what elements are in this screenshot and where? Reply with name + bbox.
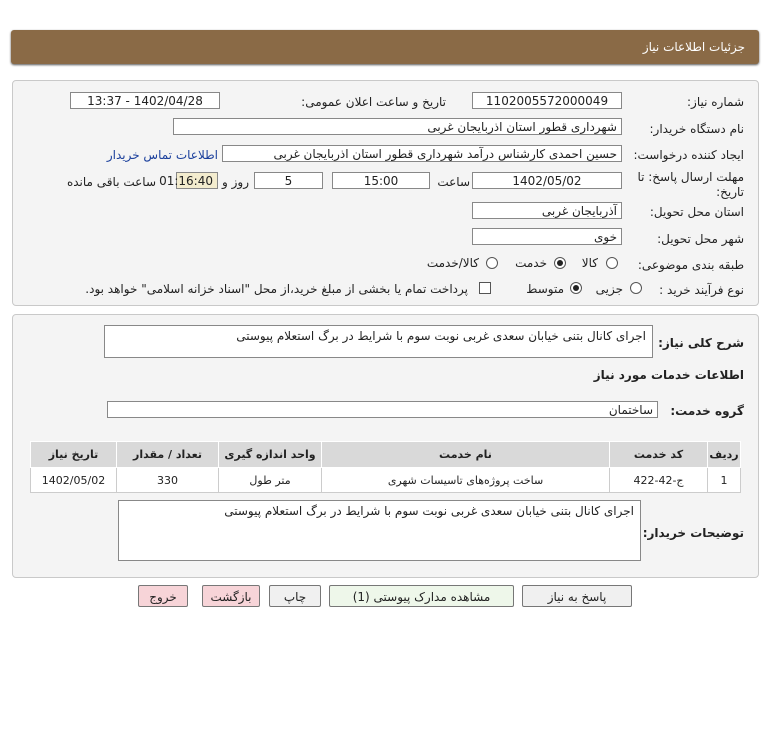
cell-need-date: 1402/05/02: [31, 468, 117, 493]
process-type-label: نوع فرآیند خرید :: [659, 283, 744, 297]
back-button[interactable]: بازگشت: [202, 585, 260, 607]
service-group-label: گروه خدمت:: [670, 404, 744, 418]
days-remaining-field: 5: [254, 172, 323, 189]
deadline-date-field: 1402/05/02: [472, 172, 622, 189]
category-option-goods-service: کالا/خدمت: [426, 256, 479, 270]
deadline-date-label: تاریخ:: [716, 185, 744, 199]
cell-service-name: ساخت پروژه‌های تاسیسات شهری: [322, 468, 610, 493]
col-unit: واحد اندازه گیری: [219, 442, 322, 468]
col-service-name: نام خدمت: [322, 442, 610, 468]
announce-datetime-label: تاریخ و ساعت اعلان عمومی:: [301, 95, 446, 109]
cell-quantity: 330: [117, 468, 219, 493]
table-row: [31, 468, 741, 493]
buyer-notes-label: توضیحات خریدار:: [642, 526, 744, 540]
creator-field: حسین احمدی کارشناس درآمد شهرداری قطور استان اذربایجان غربی: [222, 145, 622, 162]
days-label: روز و: [222, 175, 249, 189]
category-option-goods: کالا: [581, 256, 598, 270]
page-title: جزئیات اطلاعات نیاز: [642, 40, 745, 54]
view-attachments-button[interactable]: مشاهده مدارک پیوستی (1): [329, 585, 514, 607]
summary-field: اجرای کانال بتنی خیابان سعدی غربی نوبت سوم با شرایط در برگ استعلام پیوستی: [104, 325, 653, 358]
process-radio-minor[interactable]: [630, 282, 642, 294]
col-row-number: ردیف: [708, 442, 741, 468]
treasury-payment-note: پرداخت تمام یا بخشی از مبلغ خرید،از محل "اسناد خزانه اسلامی" خواهد بود.: [85, 282, 468, 296]
reply-button[interactable]: پاسخ به نیاز: [522, 585, 632, 607]
buyer-notes-field: اجرای کانال بتنی خیابان سعدی غربی نوبت سوم با شرایط در برگ استعلام پیوستی: [118, 500, 641, 561]
treasury-payment-checkbox[interactable]: [479, 282, 491, 294]
category-option-service: خدمت: [515, 256, 547, 270]
process-radio-medium[interactable]: [570, 282, 582, 294]
cell-service-code: ج-42-422: [610, 468, 708, 493]
cell-row-number: 1: [708, 468, 741, 493]
services-heading: اطلاعات خدمات مورد نیاز: [593, 368, 744, 382]
buyer-contact-link[interactable]: اطلاعات تماس خریدار: [106, 148, 218, 162]
col-service-code: کد خدمت: [610, 442, 708, 468]
page-header: [11, 30, 759, 64]
need-number-label: شماره نیاز:: [687, 95, 744, 109]
province-label: استان محل تحویل:: [649, 205, 744, 219]
need-number-field: 1102005572000049: [472, 92, 622, 109]
remaining-time-label: ساعت باقی مانده: [66, 175, 156, 189]
cell-unit: متر طول: [219, 468, 322, 493]
buyer-org-field: شهرداری قطور استان اذربایجان غربی: [173, 118, 622, 135]
buyer-org-label: نام دستگاه خریدار:: [649, 122, 744, 136]
deadline-time-label: ساعت: [437, 175, 470, 189]
category-radio-goods-service[interactable]: [486, 257, 498, 269]
service-group-field: ساختمان: [107, 401, 658, 418]
deadline-label: مهلت ارسال پاسخ: تا: [637, 170, 744, 184]
table-header-row: [31, 442, 741, 468]
category-radio-service[interactable]: [554, 257, 566, 269]
col-need-date: تاریخ نیاز: [31, 442, 117, 468]
general-info-panel: [12, 80, 759, 306]
deadline-time-field: 15:00: [332, 172, 430, 189]
category-radio-goods[interactable]: [606, 257, 618, 269]
city-field: خوی: [472, 228, 622, 245]
exit-button[interactable]: خروج: [138, 585, 188, 607]
category-label: طبقه بندی موضوعی:: [637, 258, 744, 272]
process-option-minor: جزیی: [595, 282, 623, 296]
creator-label: ایجاد کننده درخواست:: [633, 148, 744, 162]
print-button[interactable]: چاپ: [269, 585, 321, 607]
process-option-medium: متوسط: [526, 282, 564, 296]
services-table: [30, 441, 741, 493]
city-label: شهر محل تحویل:: [657, 232, 744, 246]
province-field: آذربایجان غربی: [472, 202, 622, 219]
summary-label: شرح کلی نیاز:: [658, 336, 744, 350]
col-quantity: تعداد / مقدار: [117, 442, 219, 468]
announce-datetime-field: 1402/04/28 - 13:37: [70, 92, 220, 109]
remaining-time-field: 01:16:40: [176, 172, 218, 189]
